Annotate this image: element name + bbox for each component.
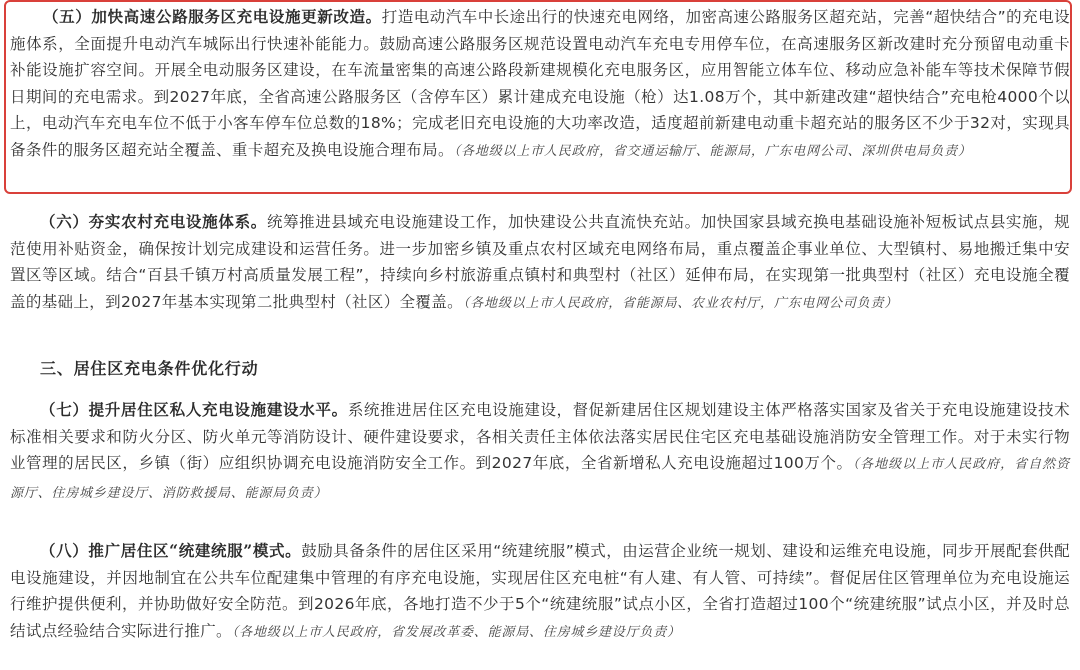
paragraph-7-body: 系统推进居住区充电设施建设，督促新建居住区规划建设主体严格落实国家及省关于充电设施建设技术标准相关要求和防火分区、防火单元等消防设计、硬件建设要求，各相关责任主体依法落实居民住宅区充电基础设施消防安全管理工作。对于未实行物业管理的居民区，乡镇（街）应组织协调充电设施消防安全工作。到2027年底，全省新增私人充电设施超过100万个。: [10, 401, 1070, 473]
paragraph-7-lead: （七）提升居住区私人充电设施建设水平。: [40, 400, 348, 419]
paragraph-7: [10, 397, 1070, 507]
paragraph-8-responsible: （各地级以上市人民政府，省发展改革委、能源局、住房城乡建设厅负责）: [231, 624, 681, 640]
paragraph-8-body: 鼓励具备条件的居住区采用“统建统服”模式，由运营企业统一规划、建设和运维充电设施，同步开展配套供配电设施建设，并因地制宜在公共车位配建集中管理的有序充电设施，实现居住区充电桩“有人建、有人管、可持续”。督促居住区管理单位为充电设施运行维护提供便利，并协助做好安全防范。到2026年底，各地打造不少于5个“统建统服”试点小区，全省打造超过100个“统建统服”试点小区，并及时总结试点经验结合实际进行推广。: [10, 542, 1070, 640]
paragraph-6-responsible: （各地级以上市人民政府，省能源局、农业农村厅，广东电网公司负责）: [462, 295, 899, 311]
paragraph-5-body: 打造电动汽车中长途出行的快速充电网络，加密高速公路服务区超充站，完善“超快结合”的充电设施体系，全面提升电动汽车城际出行快速补能能力。鼓励高速公路服务区规范设置电动汽车充电专用停车位，在高速服务区新改建时充分预留电动重卡补能设施扩容空间。开展全电动服务区建设，在车流量密集的高速公路段新建规模化充电服务区，应用智能立体车位、移动应急补能车等技术保障节假日期间的充电需求。到2027年底，全省高速公路服务区（含停车区）累计建成充电设施（枪）达1.08万个，其中新建改建“超快结合”充电枪4000个以上，电动汽车充电车位不低于小客车停车位总数的18%；完成老旧充电设施的大功率改造，适度超前新建电动重卡超充站的服务区不少于32对，实现具备条件的服务区超充站全覆盖、重卡超充及换电设施合理布局。: [10, 8, 1070, 159]
paragraph-6: [10, 209, 1070, 317]
paragraph-6-lead: （六）夯实农村充电设施体系。: [40, 212, 267, 231]
paragraph-5: [10, 4, 1070, 166]
paragraph-8: [10, 538, 1070, 646]
paragraph-5-lead: （五）加快高速公路服务区充电设施更新改造。: [43, 7, 382, 26]
paragraph-8-lead: （八）推广居住区“统建统服”模式。: [40, 541, 302, 560]
paragraph-7-responsible: （各地级以上市人民政府，省自然资源厅、住房城乡建设厅、消防救援局、能源局负责）: [10, 457, 1070, 501]
section-heading: 三、居住区充电条件优化行动: [40, 359, 259, 378]
paragraph-6-body: 统筹推进县域充电设施建设工作，加快建设公共直流快充站。加快国家县域充换电基础设施补短板试点县实施，规范使用补贴资金，确保按计划完成建设和运营任务。进一步加密乡镇及重点农村区域充电网络布局，重点覆盖企事业单位、大型镇村、易地搬迁集中安置区等区域。结合“百县千镇万村高质量发展工程”，持续向乡村旅游重点镇村和典型村（社区）延伸布局，在实现第一批典型村（社区）充电设施全覆盖的基础上，到2027年基本实现第二批典型村（社区）全覆盖。: [10, 213, 1070, 311]
paragraph-5-responsible: （各地级以上市人民政府，省交通运输厅、能源局，广东电网公司、深圳供电局负责）: [453, 143, 972, 159]
